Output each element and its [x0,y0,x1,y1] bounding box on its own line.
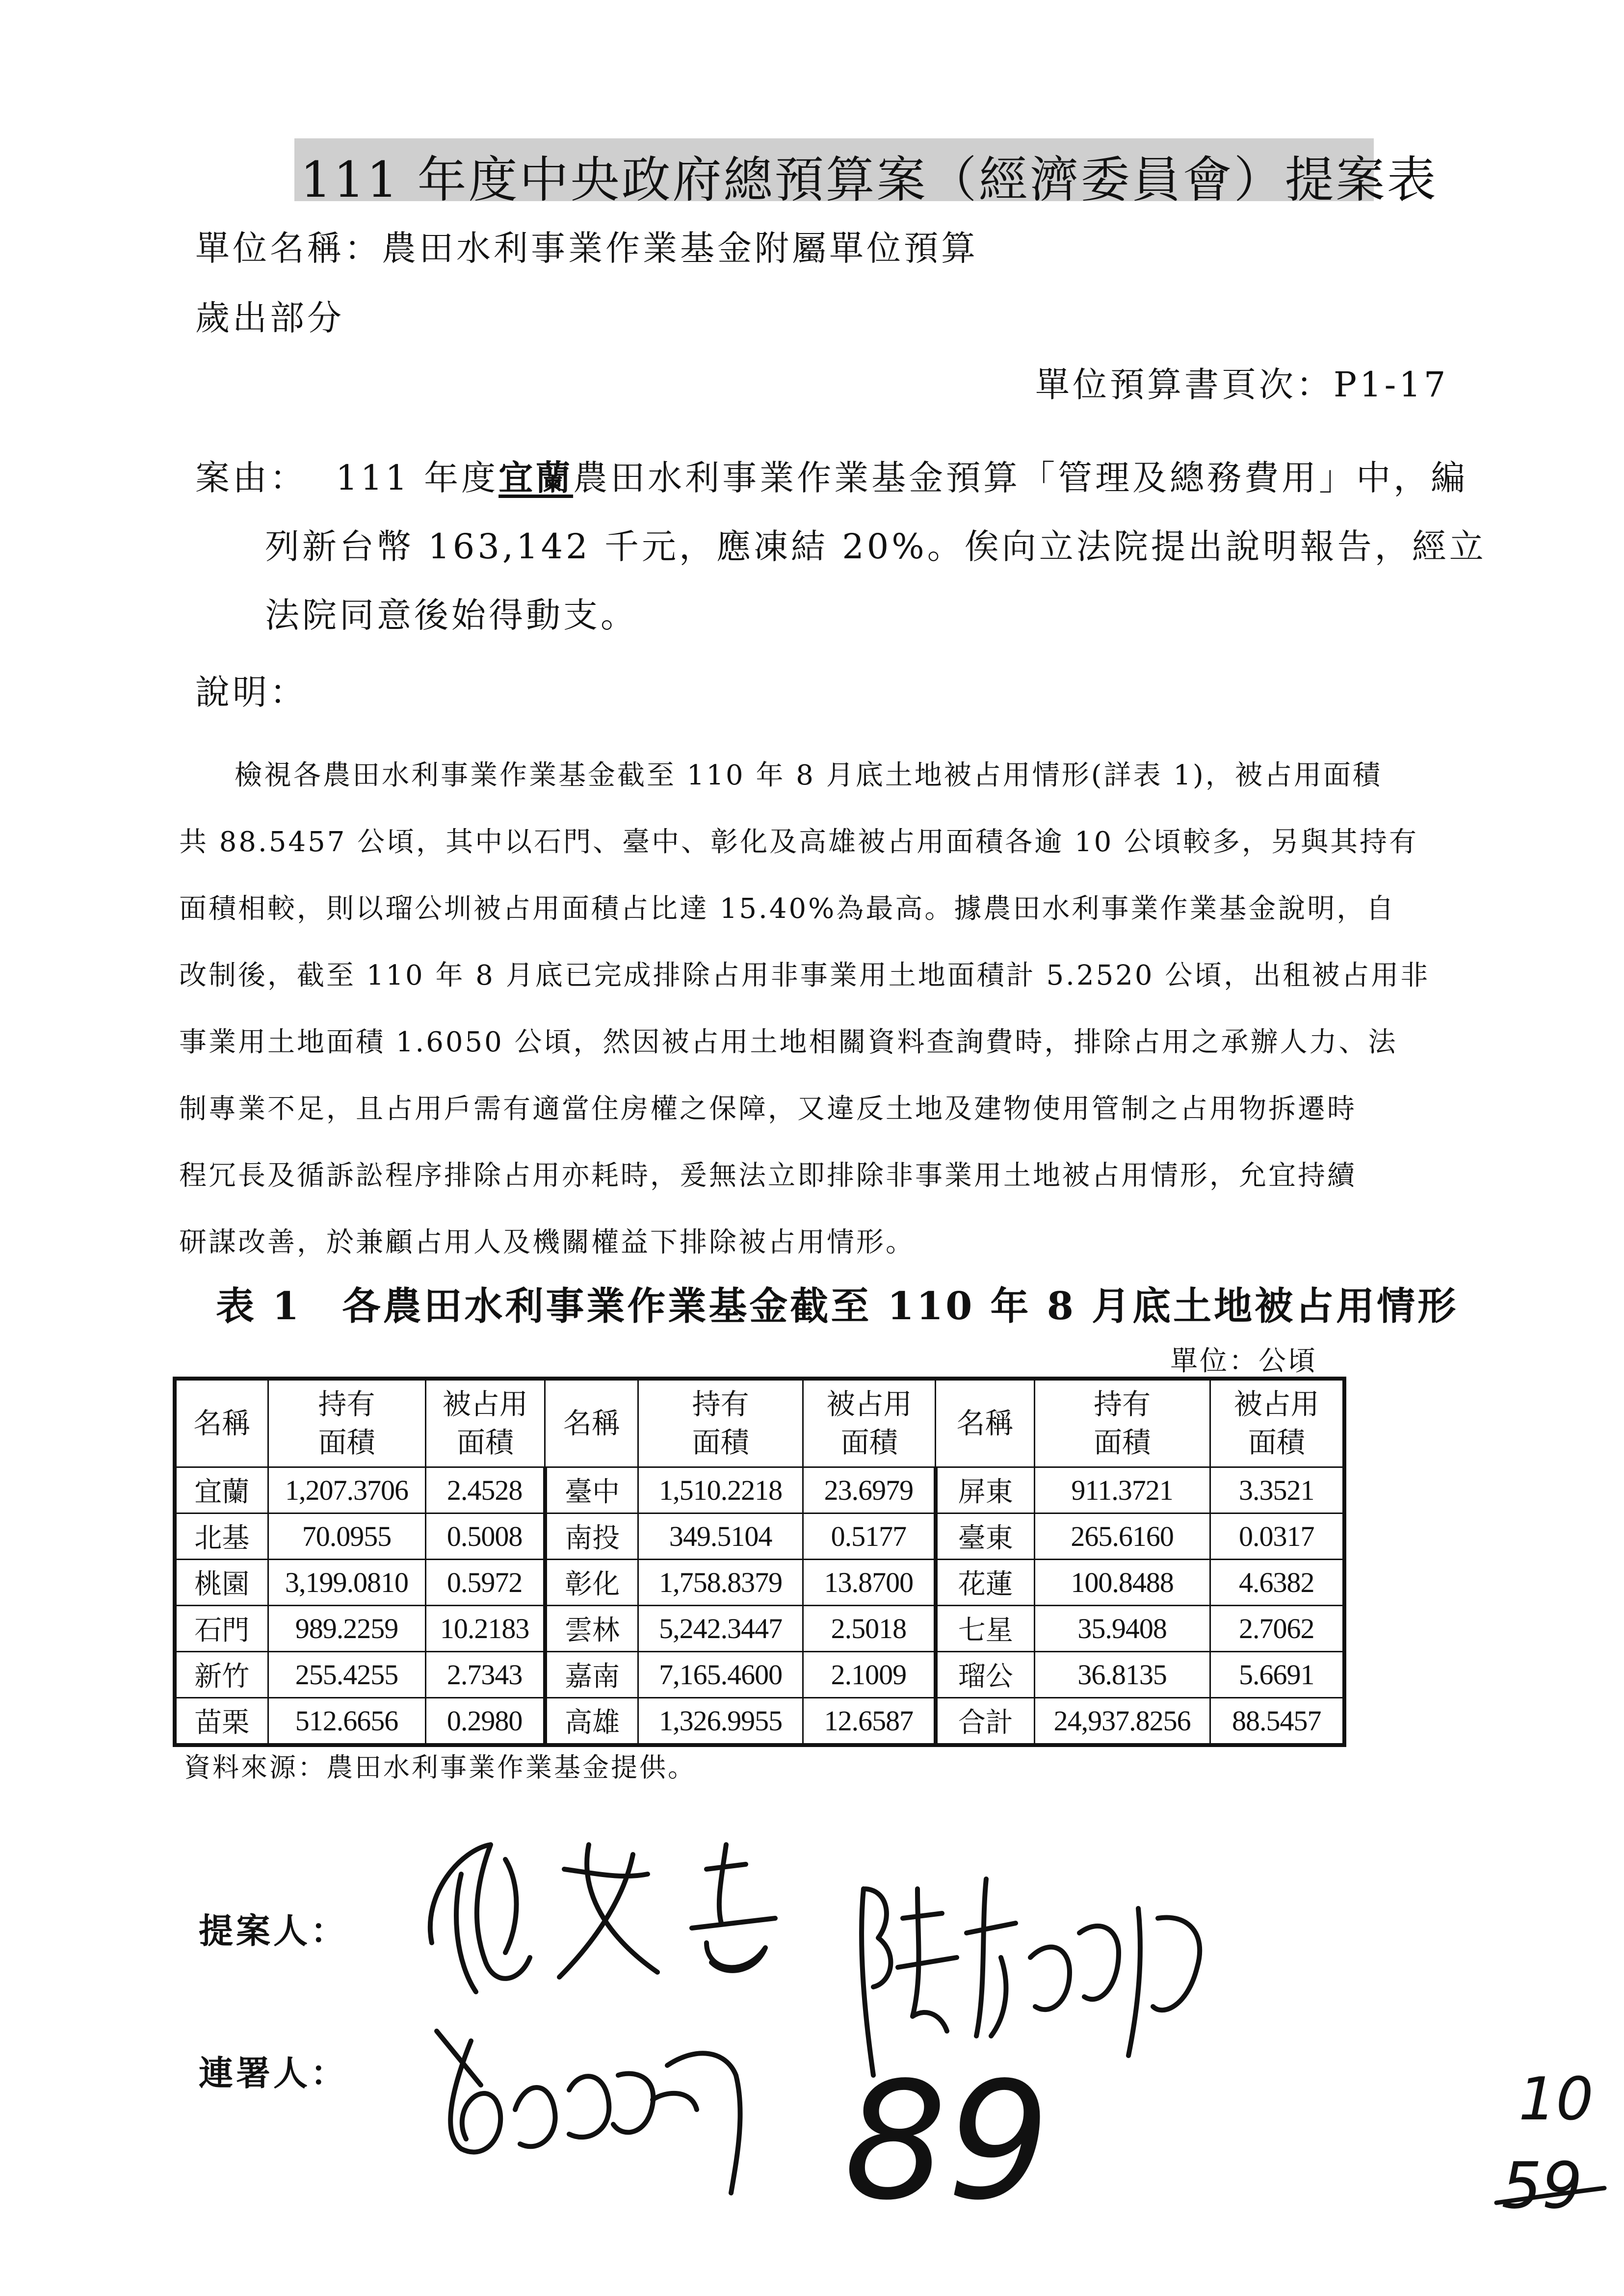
case-unit-underlined: 宜蘭 [498,457,574,498]
cosigner-signature [422,2016,844,2213]
cell-occupied: 0.5972 [425,1559,545,1605]
header-held-area: 持有 面積 [638,1379,803,1467]
cell-occupied: 0.2980 [425,1697,545,1745]
cell-held: 512.6656 [268,1697,425,1745]
header-name: 名稱 [175,1379,268,1467]
cell-held: 3,199.0810 [268,1559,425,1605]
explanation-line: 共 88.5457 公頃，其中以石門、臺中、彰化及高雄被占用面積各逾 10 公頃較多，另與其持有 [179,826,1419,858]
cell-held: 7,165.4600 [638,1651,803,1697]
cell-name: 屏東 [936,1467,1034,1513]
cell-held: 36.8135 [1034,1651,1210,1697]
case-text-pre: 111 年度 [336,458,499,498]
cell-held: 911.3721 [1034,1467,1210,1513]
cell-held: 70.0955 [268,1513,425,1559]
header-name: 名稱 [545,1379,638,1467]
handwritten-number: 89 [844,2047,1050,2236]
cell-held: 5,242.3447 [638,1605,803,1651]
cell-name: 嘉南 [545,1651,638,1697]
page-reference: 單位預算書頁次：P1-17 [1035,365,1449,405]
cell-name: 北基 [175,1513,268,1559]
cell-occupied: 12.6587 [803,1697,936,1745]
cell-held-total: 24,937.8256 [1034,1697,1210,1745]
cell-held: 35.9408 [1034,1605,1210,1651]
handwritten-page-top: 10 [1519,2065,1594,2134]
cell-held: 1,510.2218 [638,1467,803,1513]
cell-occupied: 2.7343 [425,1651,545,1697]
land-occupation-table [173,1377,1346,1747]
page-title: 111 年度中央政府總預算案（經濟委員會）提案表 [300,151,1438,209]
cell-occupied: 3.3521 [1210,1467,1344,1513]
cell-name-total: 合計 [936,1697,1034,1745]
cell-occupied: 4.6382 [1210,1559,1344,1605]
cell-occupied: 0.5177 [803,1513,936,1559]
proposer-label: 提案人： [199,1910,348,1951]
table-row [175,1559,1344,1605]
explanation-line: 面積相較，則以瑠公圳被占用面積占比達 15.40%為最高。據農田水利事業作業基金說明，自 [179,893,1396,925]
table-header-row [175,1379,1344,1467]
cell-held: 255.4255 [268,1651,425,1697]
cell-occupied: 0.5008 [425,1513,545,1559]
section-label: 歲出部分 [195,298,344,338]
explanation-line: 檢視各農田水利事業作業基金截至 110 年 8 月底土地被占用情形(詳表 1)，被占用面積 [235,759,1382,791]
cell-held: 989.2259 [268,1605,425,1651]
explanation-line: 事業用土地面積 1.6050 公頃，然因被占用土地相關資料查詢費時，排除占用之承辦人力、法 [179,1026,1398,1058]
cell-name: 臺東 [936,1513,1034,1559]
explanation-label: 說明： [195,672,307,712]
cell-occupied: 5.6691 [1210,1651,1344,1697]
explanation-line: 改制後，截至 110 年 8 月底已完成排除占用非事業用土地面積計 5.2520 公頃，出租被占用非 [179,960,1430,991]
table-row [175,1697,1344,1745]
cell-held: 1,326.9955 [638,1697,803,1745]
header-held-area: 持有 面積 [268,1379,425,1467]
table-source: 資料來源：農田水利事業作業基金提供。 [184,1752,696,1783]
case-text-post: 農田水利事業作業基金預算「管理及總務費用」中，編 [573,458,1468,498]
cell-name: 臺中 [545,1467,638,1513]
table-row [175,1513,1344,1559]
cell-name: 石門 [175,1605,268,1651]
explanation-line: 研謀改善，於兼顧占用人及機關權益下排除被占用情形。 [179,1226,915,1258]
header-occupied-area: 被占用 面積 [1210,1379,1344,1467]
cell-held: 265.6160 [1034,1513,1210,1559]
cell-name: 桃園 [175,1559,268,1605]
strikethrough-mark [1492,2178,1609,2218]
cell-occupied-total: 88.5457 [1210,1697,1344,1745]
case-line-2: 列新台幣 163,142 千元，應凍結 20%。俟向立法院提出說明報告，經立 [265,526,1487,567]
cell-name: 彰化 [545,1559,638,1605]
case-label: 案由： [195,458,307,498]
table-row [175,1651,1344,1697]
case-line-3: 法院同意後始得動支。 [265,595,638,635]
cell-occupied: 13.8700 [803,1559,936,1605]
cell-held: 100.8488 [1034,1559,1210,1605]
header-name: 名稱 [936,1379,1034,1467]
unit-name: 單位名稱：農田水利事業作業基金附屬單位預算 [195,228,978,268]
table-unit: 單位：公頃 [1170,1345,1317,1377]
cell-occupied: 2.1009 [803,1651,936,1697]
header-occupied-area: 被占用 面積 [803,1379,936,1467]
cosigner-label: 連署人： [199,2053,348,2093]
header-occupied-area: 被占用 面積 [425,1379,545,1467]
table-title: 表 1 各農田水利事業作業基金截至 110 年 8 月底土地被占用情形 [216,1284,1459,1329]
cell-name: 七星 [936,1605,1034,1651]
header-held-area: 持有 面積 [1034,1379,1210,1467]
table-row [175,1467,1344,1513]
cell-held: 349.5104 [638,1513,803,1559]
cell-name: 高雄 [545,1697,638,1745]
cell-name: 南投 [545,1513,638,1559]
table-row [175,1605,1344,1651]
cell-occupied: 2.4528 [425,1467,545,1513]
cell-held: 1,207.3706 [268,1467,425,1513]
cell-name: 雲林 [545,1605,638,1651]
cell-name: 宜蘭 [175,1467,268,1513]
cell-held: 1,758.8379 [638,1559,803,1605]
explanation-line: 制專業不足，且占用戶需有適當住房權之保障，又違反土地及建物使用管制之占用物拆遷時 [179,1093,1357,1125]
cell-occupied: 2.7062 [1210,1605,1344,1651]
cell-occupied: 2.5018 [803,1605,936,1651]
cell-name: 花蓮 [936,1559,1034,1605]
cell-occupied: 0.0317 [1210,1513,1344,1559]
proposer-signature [402,1815,844,2021]
case-line-1 [195,450,1468,500]
cell-name: 瑠公 [936,1651,1034,1697]
cell-occupied: 23.6979 [803,1467,936,1513]
cell-occupied: 10.2183 [425,1605,545,1651]
cell-name: 新竹 [175,1651,268,1697]
explanation-line: 程冗長及循訴訟程序排除占用亦耗時，爰無法立即排除非事業用土地被占用情形，允宜持續 [179,1160,1357,1192]
cell-name: 苗栗 [175,1697,268,1745]
handwritten-page-bottom: 59 [1501,2148,1583,2223]
